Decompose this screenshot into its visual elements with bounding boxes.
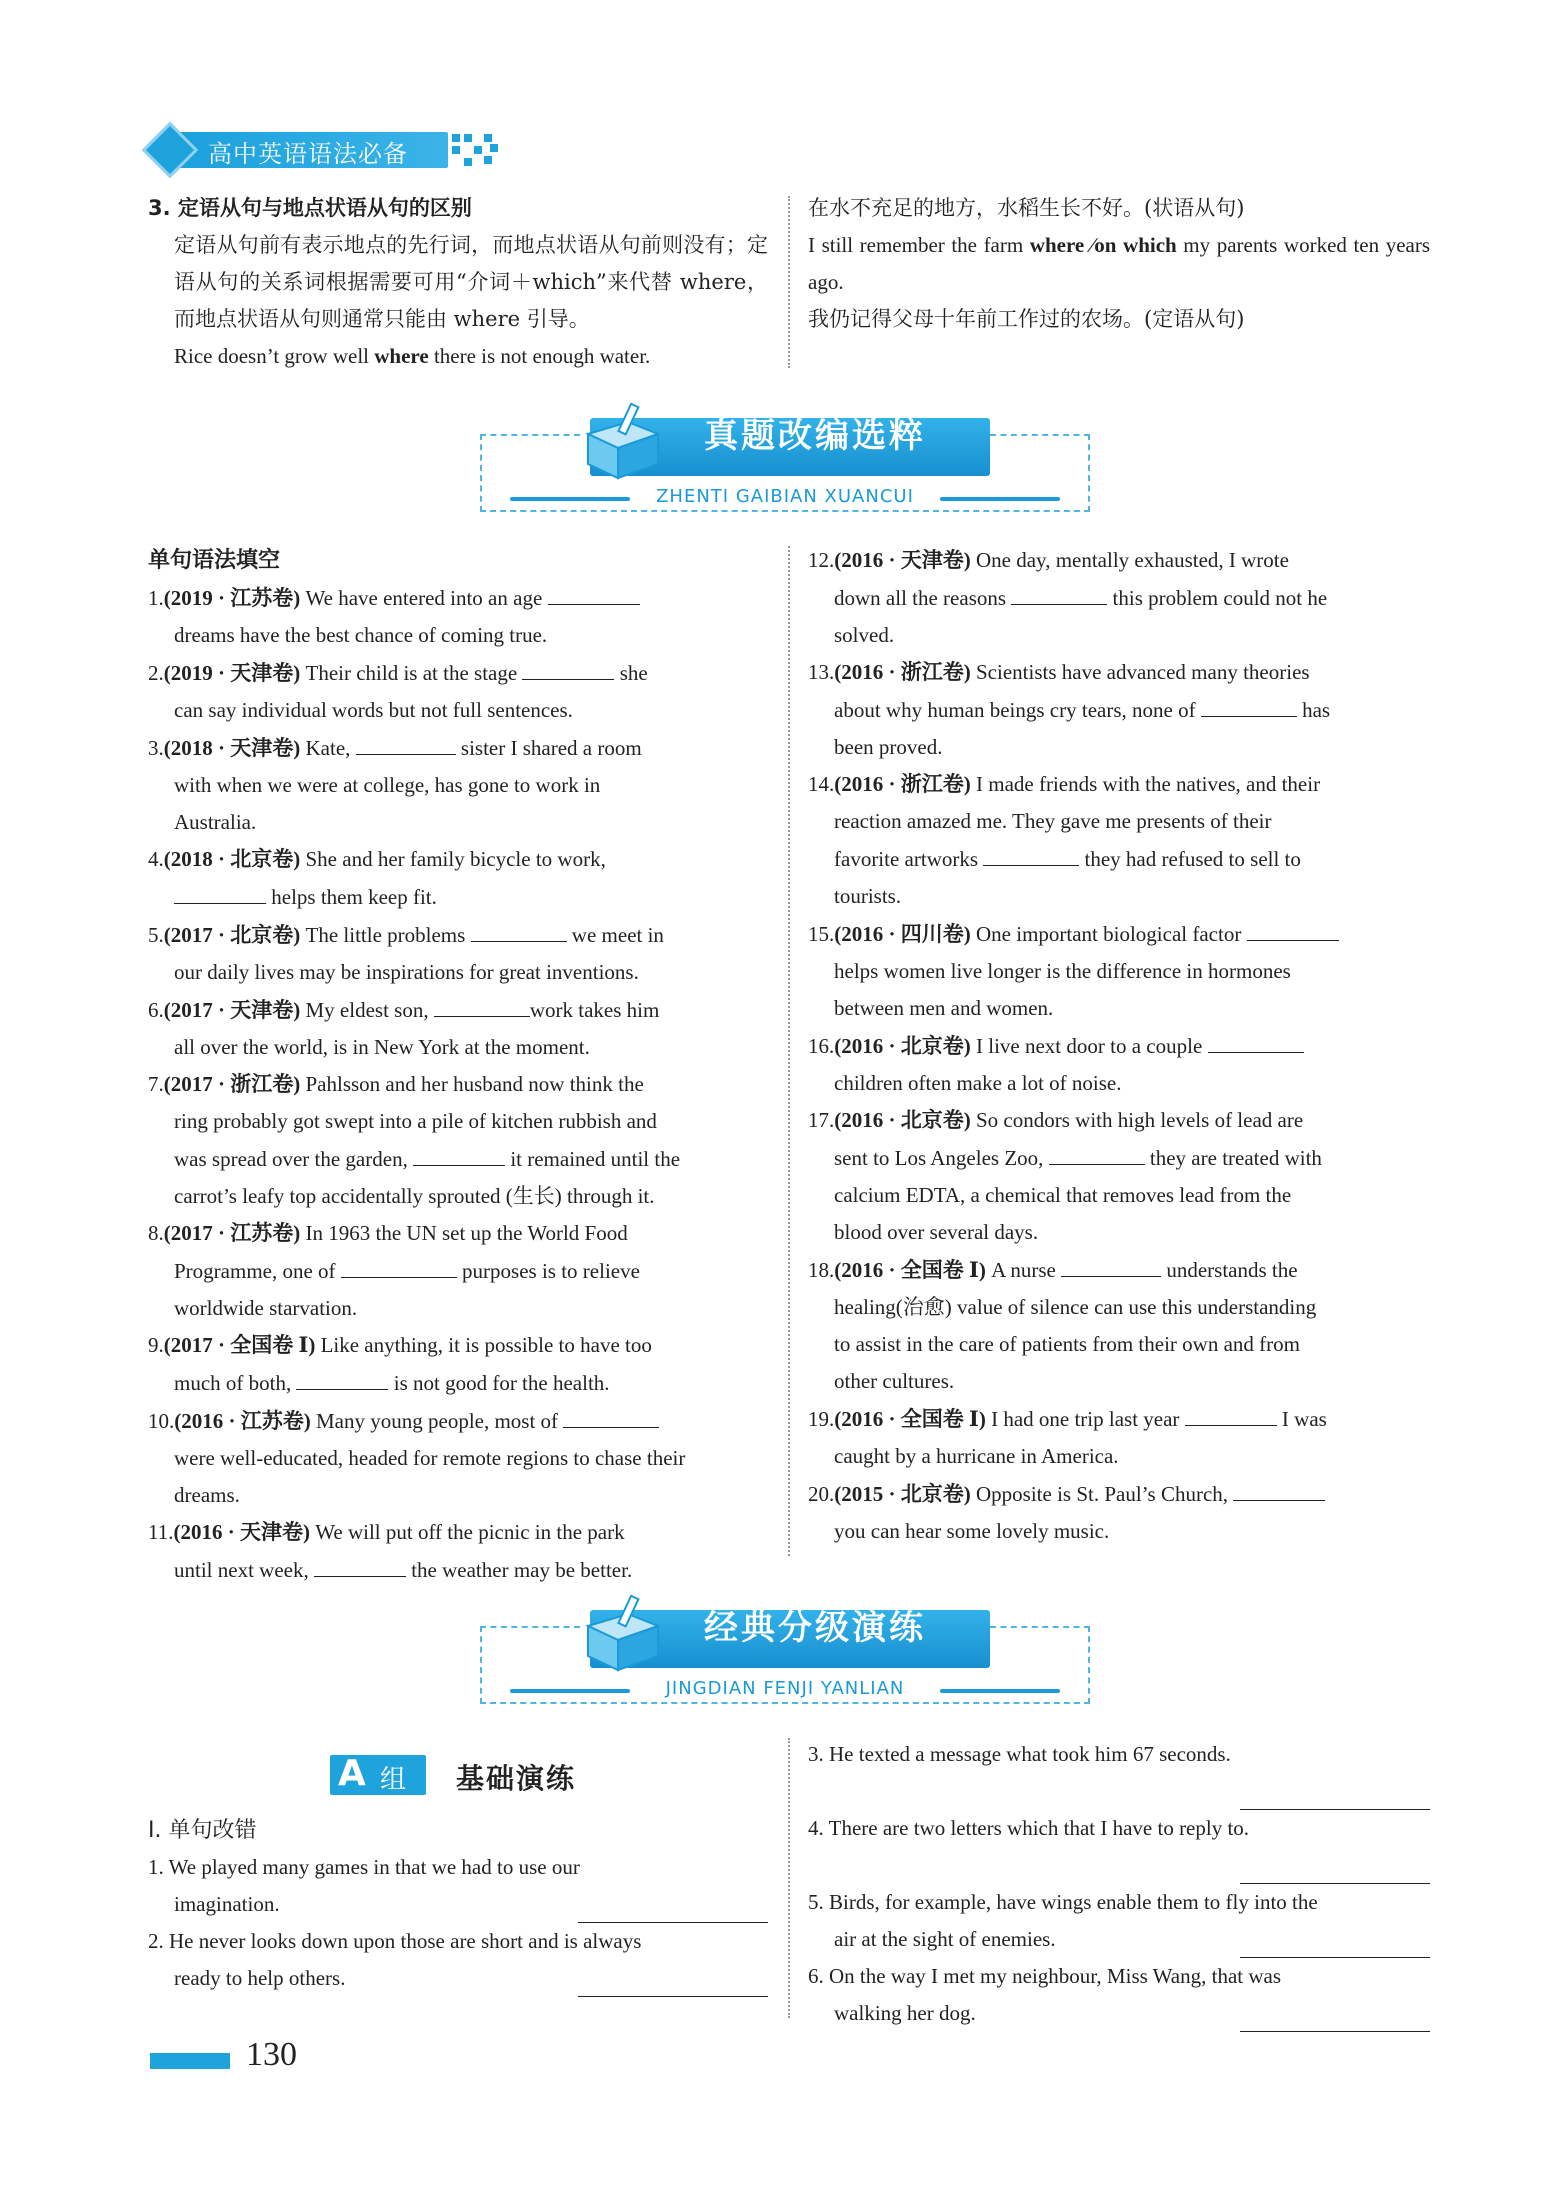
list-item <box>808 1400 1430 1475</box>
column-divider <box>788 196 790 368</box>
answer-blank[interactable] <box>341 1252 457 1278</box>
item-text: other cultures. <box>834 1369 955 1393</box>
item-text: has <box>1302 698 1331 722</box>
item-source: (2019 · 天津卷) <box>163 661 301 685</box>
answer-blank[interactable] <box>1233 1475 1325 1501</box>
answer-blank[interactable] <box>314 1551 406 1577</box>
item-number: 2. <box>148 661 164 685</box>
item-source: (2016 · 北京卷) <box>834 1108 971 1132</box>
intro-heading-text: 定语从句与地点状语从句的区别 <box>177 196 472 220</box>
item-number: 12. <box>808 548 835 572</box>
item-text: helps them keep fit. <box>271 885 437 909</box>
intro-right-line3: 我仍记得父母十年前工作过的农场。(定语从句) <box>808 307 1245 331</box>
item-text: children often make a lot of noise. <box>834 1071 1122 1095</box>
item-text: down all the reasons <box>834 586 1007 610</box>
item-source: (2016 · 天津卷) <box>173 1520 310 1544</box>
item-text: One day, mentally exhausted, I wrote <box>976 548 1289 572</box>
example-text: my parents worked ten years ago. <box>808 233 1430 294</box>
item-text: walking her dog. <box>834 2001 976 2025</box>
item-text: In 1963 the UN set up the World Food <box>305 1221 628 1245</box>
item-text: The little problems <box>305 923 466 947</box>
intro-left <box>148 190 768 375</box>
item-number: 17. <box>808 1108 835 1132</box>
item-source: (2019 · 江苏卷) <box>163 586 301 610</box>
item-source: (2017 · 天津卷) <box>163 998 301 1022</box>
list-item <box>808 1736 1430 1810</box>
example-bold: where <box>374 344 429 368</box>
list-item <box>808 915 1430 1027</box>
example-bold: where ∕on which <box>1029 233 1177 257</box>
item-text: dreams have the best chance of coming true. <box>174 623 548 647</box>
item-text: Programme, one of <box>174 1259 336 1283</box>
header-badge <box>150 128 500 172</box>
answer-blank[interactable] <box>1049 1139 1145 1165</box>
intro-heading <box>148 190 768 227</box>
item-text: favorite artworks <box>834 847 979 871</box>
answer-blank[interactable] <box>434 991 530 1017</box>
item-number: 1. <box>148 1855 164 1879</box>
item-text: Kate, <box>305 736 351 760</box>
list-item <box>148 1402 768 1514</box>
group-heading <box>330 1755 650 1799</box>
item-text: been proved. <box>834 735 943 759</box>
page-number: 130 <box>246 2036 297 2073</box>
item-number: 2. <box>148 1929 164 1953</box>
item-text: Their child is at the stage <box>305 661 518 685</box>
item-source: (2016 · 全国卷 Ⅰ) <box>834 1258 986 1282</box>
item-text: it remained until the <box>510 1147 681 1171</box>
intro-right-line1: 在水不充足的地方，水稻生长不好。(状语从句) <box>808 196 1245 220</box>
banner-title: 真题改编选粹 <box>704 416 926 456</box>
list-item <box>808 542 1430 654</box>
answer-blank[interactable] <box>1247 915 1339 941</box>
example-text: there is not enough water. <box>428 344 651 368</box>
item-number: 8. <box>148 1221 164 1245</box>
list-item <box>808 766 1430 915</box>
example-text: I still remember the farm <box>808 233 1030 257</box>
list-item <box>148 991 768 1066</box>
intro-heading-num: 3. <box>148 196 171 220</box>
list-item <box>148 579 768 654</box>
answer-line[interactable] <box>578 1995 768 1997</box>
answer-blank[interactable] <box>413 1140 505 1166</box>
item-text: until next week, <box>174 1558 309 1582</box>
item-text: A nurse <box>991 1258 1056 1282</box>
header-title: 高中英语语法必备 <box>208 140 408 168</box>
answer-blank[interactable] <box>1208 1027 1304 1053</box>
item-text: calcium EDTA, a chemical that removes lead from the <box>834 1183 1292 1207</box>
item-text: There are two letters which that I have to reply to. <box>828 1816 1250 1840</box>
item-text: the weather may be better. <box>411 1558 633 1582</box>
list-item <box>808 1102 1430 1251</box>
item-number: 14. <box>808 772 835 796</box>
item-text: Birds, for example, have wings enable them to fly into the <box>829 1890 1318 1914</box>
item-text: she <box>619 661 648 685</box>
item-text: We have entered into an age <box>305 586 543 610</box>
diamond-icon <box>142 122 199 179</box>
item-text: is not good for the health. <box>393 1371 610 1395</box>
item-number: 7. <box>148 1072 164 1096</box>
item-number: 10. <box>148 1409 175 1433</box>
answer-line[interactable] <box>1240 2030 1430 2032</box>
item-text: were well-educated, headed for remote regions to chase their <box>174 1446 686 1470</box>
item-source: (2016 · 北京卷) <box>834 1034 971 1058</box>
item-text: with when we were at college, has gone to work in <box>174 773 601 797</box>
list-item <box>808 1027 1430 1102</box>
list-item <box>148 654 768 729</box>
intro-body: 定语从句前有表示地点的先行词，而地点状语从句前则没有；定语从句的关系词根据需要可用“介词＋which”来代替 where，而地点状语从句则通常只能由 where 引导。 <box>174 233 768 331</box>
item-number: 9. <box>148 1333 164 1357</box>
item-number: 3. <box>808 1742 824 1766</box>
item-text: to assist in the care of patients from their own and from <box>834 1332 1300 1356</box>
item-text: On the way I met my neighbour, Miss Wang, that was <box>829 1964 1282 1988</box>
item-text: dreams. <box>174 1483 240 1507</box>
item-text: they are treated with <box>1149 1146 1322 1170</box>
item-text: you can hear some lovely music. <box>834 1519 1110 1543</box>
list-item <box>148 1066 768 1215</box>
pixel-dots-icon <box>450 132 500 168</box>
group-zu: 组 <box>380 1765 407 1795</box>
banner-subtitle: ZHENTI GAIBIAN XUANCUI <box>656 486 914 507</box>
example-text: Rice doesn’t grow well <box>174 344 375 368</box>
answer-blank[interactable] <box>563 1402 659 1428</box>
item-number: 4. <box>808 1816 824 1840</box>
answer-blank[interactable] <box>983 840 1079 866</box>
list-item <box>808 1884 1430 1958</box>
item-text: One important biological factor <box>976 922 1242 946</box>
list-item <box>808 654 1430 766</box>
item-text: worldwide starvation. <box>174 1296 358 1320</box>
item-text: My eldest son, <box>305 998 429 1022</box>
list-item <box>148 1849 768 1923</box>
item-text: caught by a hurricane in America. <box>834 1444 1119 1468</box>
item-text: this problem could not he <box>1112 586 1328 610</box>
item-text: blood over several days. <box>834 1220 1039 1244</box>
answer-blank[interactable] <box>356 729 456 755</box>
item-text: much of both, <box>174 1371 292 1395</box>
item-text: solved. <box>834 623 895 647</box>
item-source: (2017 · 北京卷) <box>163 923 301 947</box>
item-source: (2017 · 浙江卷) <box>163 1072 301 1096</box>
item-text: I made friends with the natives, and their <box>976 772 1321 796</box>
item-source: (2016 · 全国卷 Ⅰ) <box>834 1407 986 1431</box>
list-item <box>148 729 768 841</box>
item-text: Pahlsson and her husband now think the <box>305 1072 644 1096</box>
item-text: I was <box>1281 1407 1327 1431</box>
section2-left <box>148 1812 768 1997</box>
section1-heading: 单句语法填空 <box>148 548 281 573</box>
intro-example <box>148 338 768 375</box>
item-text: Many young people, most of <box>316 1409 559 1433</box>
item-text: I live next door to a couple <box>976 1034 1203 1058</box>
list-item <box>148 1923 768 1997</box>
item-text: was spread over the garden, <box>174 1147 408 1171</box>
item-source: (2018 · 北京卷) <box>163 847 301 871</box>
item-number: 18. <box>808 1258 835 1282</box>
item-source: (2017 · 江苏卷) <box>163 1221 301 1245</box>
answer-blank[interactable] <box>1201 691 1297 717</box>
item-text: we meet in <box>571 923 664 947</box>
answer-line[interactable] <box>1240 1808 1430 1810</box>
item-source: (2017 · 全国卷 Ⅰ) <box>163 1333 316 1357</box>
item-source: (2016 · 浙江卷) <box>834 772 971 796</box>
intro-right-example <box>808 227 1430 301</box>
item-text: sent to Los Angeles Zoo, <box>834 1146 1044 1170</box>
item-source: (2015 · 北京卷) <box>834 1482 971 1506</box>
item-text: they had refused to sell to <box>1084 847 1301 871</box>
column-divider <box>788 1738 790 2018</box>
item-source: (2016 · 浙江卷) <box>834 660 971 684</box>
item-text: air at the sight of enemies. <box>834 1927 1056 1951</box>
item-number: 16. <box>808 1034 835 1058</box>
list-item <box>148 1215 768 1327</box>
item-text: ready to help others. <box>174 1966 346 1990</box>
item-text: Opposite is St. Paul’s Church, <box>976 1482 1229 1506</box>
item-text: She and her family bicycle to work, <box>305 847 606 871</box>
item-text: tourists. <box>834 884 902 908</box>
item-text: reaction amazed me. They gave me presents of their <box>834 809 1272 833</box>
list-item <box>808 1958 1430 2032</box>
item-text: understands the <box>1166 1258 1298 1282</box>
item-number: 1. <box>148 586 164 610</box>
item-number: 11. <box>148 1520 174 1544</box>
item-text: He never looks down upon those are short and is always <box>169 1929 642 1953</box>
item-text: between men and women. <box>834 996 1054 1020</box>
item-number: 20. <box>808 1482 835 1506</box>
item-text: He texted a message what took him 67 seconds. <box>829 1742 1231 1766</box>
answer-blank[interactable] <box>1011 579 1107 605</box>
answer-blank[interactable] <box>1185 1400 1277 1426</box>
item-text: about why human beings cry tears, none of <box>834 698 1196 722</box>
item-text: Scientists have advanced many theories <box>976 660 1310 684</box>
group-letter: A <box>338 1753 366 1794</box>
item-number: 6. <box>148 998 164 1022</box>
item-source: (2018 · 天津卷) <box>163 736 301 760</box>
item-text: We will put off the picnic in the park <box>315 1520 625 1544</box>
banner-subtitle: JINGDIAN FENJI YANLIAN <box>665 1678 905 1699</box>
item-source: (2016 · 四川卷) <box>834 922 971 946</box>
item-text: We played many games in that we had to use our <box>168 1855 580 1879</box>
item-number: 5. <box>808 1890 824 1914</box>
banner-jingdian <box>480 1592 1090 1710</box>
footer-bar <box>150 2053 230 2069</box>
list-item <box>148 1327 768 1402</box>
item-text: work takes him <box>529 998 660 1022</box>
item-text: sister I shared a room <box>460 736 642 760</box>
item-source: (2016 · 天津卷) <box>834 548 971 572</box>
item-text: helps women live longer is the difference in hormones <box>834 959 1291 983</box>
item-text: purposes is to relieve <box>462 1259 640 1283</box>
list-item <box>808 1810 1430 1884</box>
item-text: carrot’s leafy top accidentally sprouted (生长) through it. <box>174 1184 655 1208</box>
item-text: I had one trip last year <box>991 1407 1180 1431</box>
list-item <box>148 1514 768 1589</box>
list-item <box>808 1475 1430 1550</box>
item-text: our daily lives may be inspirations for great inventions. <box>174 960 639 984</box>
item-number: 4. <box>148 847 164 871</box>
item-text: Like anything, it is possible to have too <box>320 1333 652 1357</box>
item-number: 19. <box>808 1407 835 1431</box>
item-text: can say individual words but not full sentences. <box>174 698 573 722</box>
item-text: Australia. <box>174 810 257 834</box>
answer-blank[interactable] <box>548 579 640 605</box>
item-source: (2016 · 江苏卷) <box>174 1409 311 1433</box>
list-item <box>148 916 768 991</box>
column-divider <box>788 546 790 1556</box>
section1-right <box>808 542 1430 1550</box>
group-title: 基础演练 <box>456 1762 577 1795</box>
banner-zhenti <box>480 400 1090 518</box>
item-number: 15. <box>808 922 835 946</box>
answer-blank[interactable] <box>296 1364 388 1390</box>
section1-left <box>148 542 768 1589</box>
item-text: all over the world, is in New York at the moment. <box>174 1035 590 1059</box>
item-text: imagination. <box>174 1892 280 1916</box>
answer-blank[interactable] <box>522 654 614 680</box>
item-number: 13. <box>808 660 835 684</box>
item-text: ring probably got swept into a pile of kitchen rubbish and <box>174 1109 657 1133</box>
item-text: healing(治愈) value of silence can use this understanding <box>834 1295 1317 1319</box>
answer-blank[interactable] <box>174 878 266 904</box>
item-text: So condors with high levels of lead are <box>976 1108 1304 1132</box>
answer-blank[interactable] <box>471 916 567 942</box>
item-number: 3. <box>148 736 164 760</box>
list-item <box>148 841 768 916</box>
list-item <box>808 1251 1430 1400</box>
answer-blank[interactable] <box>1061 1251 1161 1277</box>
section2-heading: Ⅰ. 单句改错 <box>148 1818 257 1843</box>
banner-title: 经典分级演练 <box>704 1608 926 1648</box>
item-number: 6. <box>808 1964 824 1988</box>
intro-right <box>808 190 1430 338</box>
item-number: 5. <box>148 923 164 947</box>
section2-right <box>808 1736 1430 2032</box>
